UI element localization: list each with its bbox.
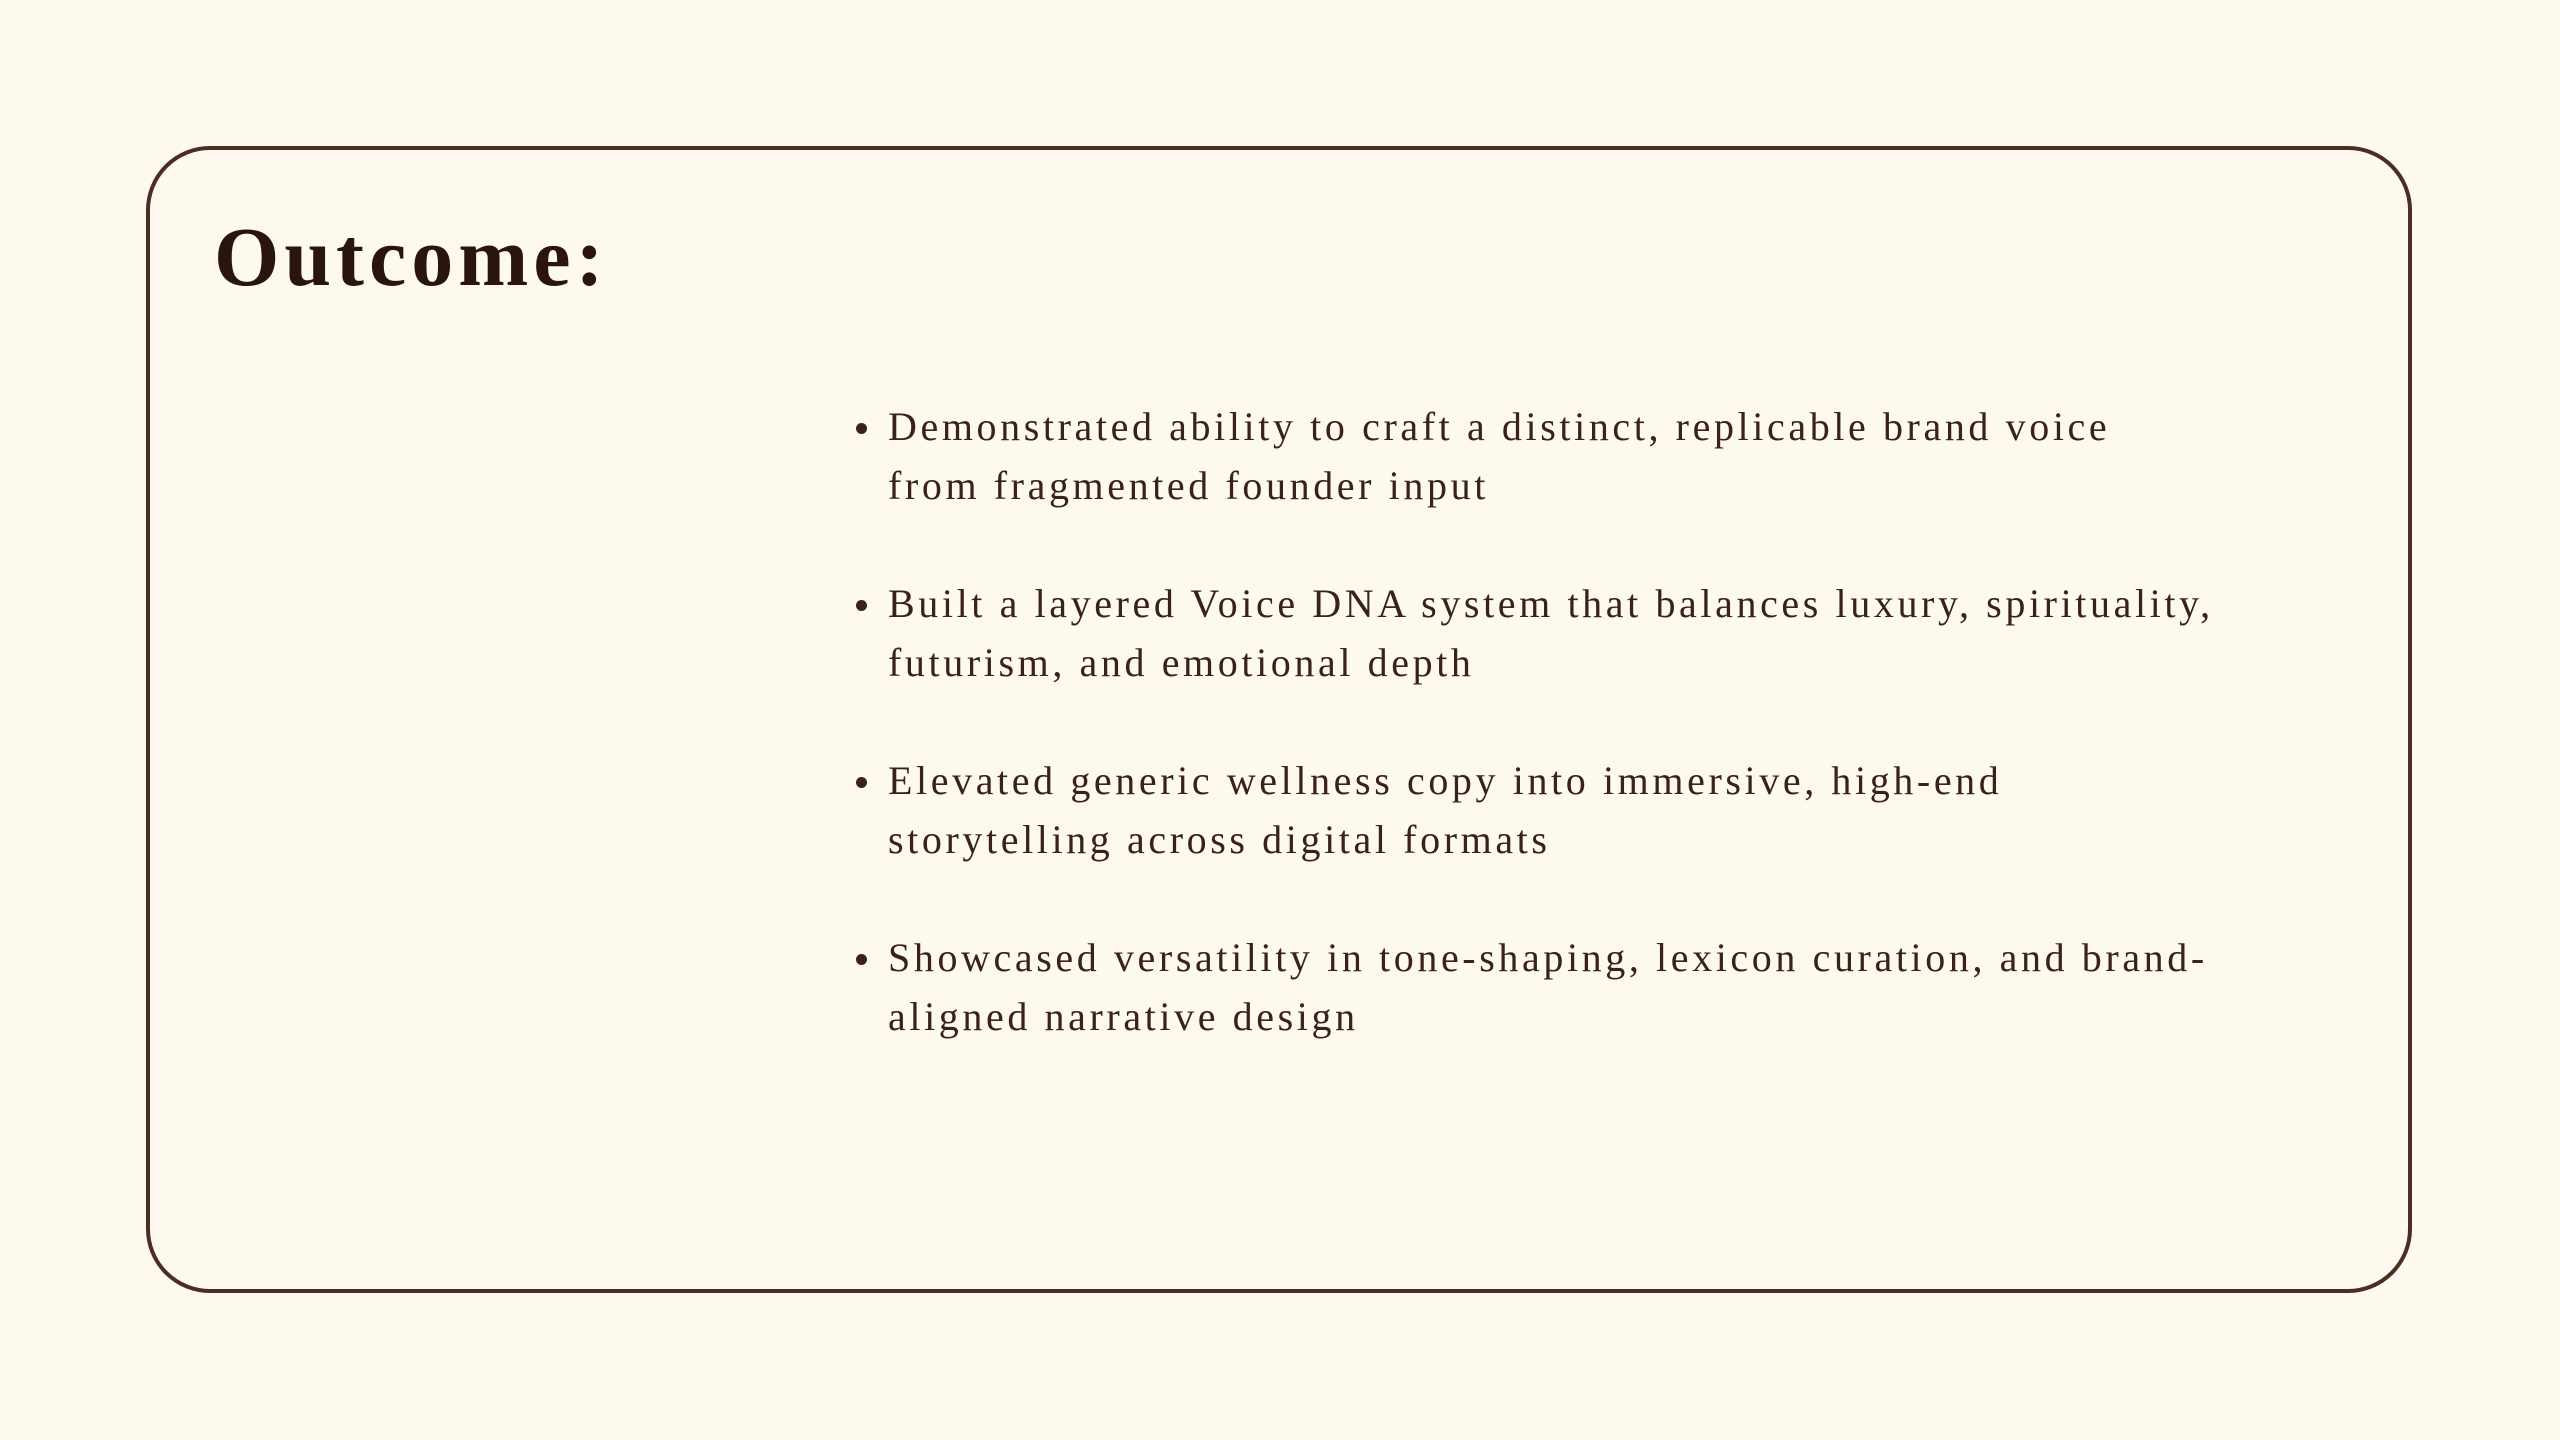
bullet-text-line: aligned narrative design xyxy=(888,994,1359,1039)
bullet-item xyxy=(888,928,2288,1046)
slide-title: Outcome: xyxy=(214,211,609,304)
bullet-text-line: futurism, and emotional depth xyxy=(888,640,1475,685)
outcome-bullet-list xyxy=(888,397,2288,1105)
bullet-text-line: storytelling across digital formats xyxy=(888,817,1551,862)
bullet-item xyxy=(888,574,2288,692)
bullet-text-line: Elevated generic wellness copy into immersive, high-end xyxy=(888,758,2003,803)
bullet-item xyxy=(888,397,2288,515)
bullet-text-line: Demonstrated ability to craft a distinct, replicable brand voice xyxy=(888,404,2111,449)
bullet-item xyxy=(888,751,2288,869)
bullet-text-line: Showcased versatility in tone-shaping, lexicon curation, and brand- xyxy=(888,935,2208,980)
bullet-text-line: from fragmented founder input xyxy=(888,463,1489,508)
bullet-text-line: Built a layered Voice DNA system that balances luxury, spirituality, xyxy=(888,581,2214,626)
